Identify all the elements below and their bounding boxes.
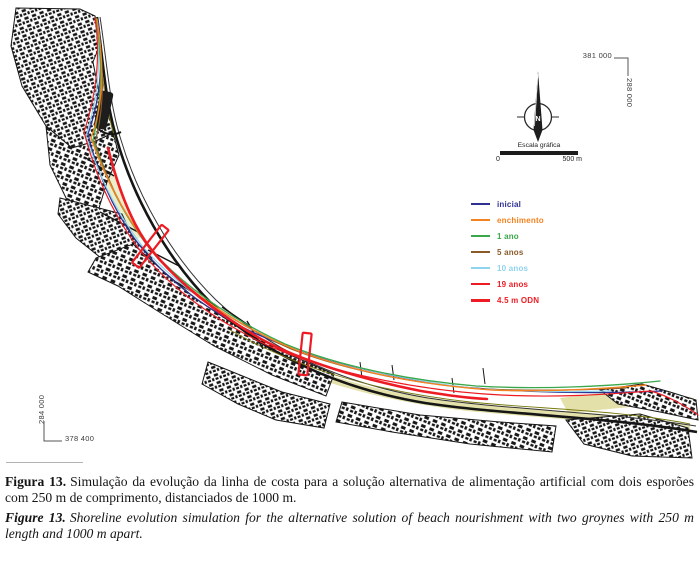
legend-swatch-line [471,283,490,285]
legend-item-enchimento [471,212,544,228]
caption-en-label: Figure 13. [5,509,66,525]
caption-english [5,510,694,543]
profile-tick [483,368,485,384]
legend-swatch-line [471,267,490,269]
legend-item-5anos [471,244,544,260]
legend-swatch-line [471,219,490,221]
legend-item-inicial [471,196,544,212]
legend-item-1ano [471,228,544,244]
corner-tick-bottom-left [44,421,62,441]
legend-swatch-line [471,299,490,302]
coastal-road-outer [97,17,697,432]
legend-swatch-line [471,251,490,253]
legend-item-label: inicial [497,199,522,209]
shoreline-path-1ano [93,18,660,388]
scale-bar-zero: 0 [496,156,500,163]
legend-item-label: 5 anos [497,247,524,257]
urban-areas [11,8,698,458]
urban-headland-east [600,384,698,420]
map-legend [471,196,544,308]
legend-item-label: 19 anos [497,279,529,289]
caption-pt-label: Figura 13. [5,474,67,489]
coastal-roads [95,17,697,432]
legend-item-label: 1 ano [497,231,519,241]
legend-item-label: 4.5 m ODN [497,295,540,305]
figure-caption [5,474,694,545]
coordinate-label-left-northing: 284 000 [37,394,46,424]
north-needle [534,71,543,142]
legend-item-10anos [471,260,544,276]
legend-swatch-line [471,203,490,205]
shoreline-path-19anos [84,18,698,415]
legend-item-label: enchimento [497,215,544,225]
corner-tick-top-right [614,58,628,76]
scale-bar-end: 500 m [562,156,582,163]
caption-en-text: Shoreline evolution simulation for the alternative solution of beach nourishment with two groynes with 250 m length and 1000 m apart. [5,509,694,541]
shoreline-curves [84,18,698,415]
legend-item-label: 10 anos [497,263,529,273]
caption-divider-rule [6,462,83,463]
north-arrow [513,64,563,150]
coordinate-label-right-northing: 288 000 [625,78,634,108]
caption-portuguese [5,474,694,507]
shoreline-path-inicial [88,20,662,393]
caption-pt-text: Simulação da evolução da linha de costa para a solução alternativa de alimentação artificial com dois esporões com 250 m de comprimento, distanciados de 1000 m. [5,474,694,506]
north-label: N [535,116,541,123]
scale-bar-rule [500,151,578,155]
legend-item-19anos [471,276,544,292]
coordinate-label-top-easting: 381 000 [582,51,612,60]
legend-item-45odn [471,292,544,308]
legend-swatch-line [471,235,490,237]
coordinate-label-bottom-easting: 378 400 [65,434,95,443]
scale-bar [496,142,582,163]
coastal-road-inner [100,17,696,426]
scale-bar-title: Escala gráfica [517,142,561,149]
